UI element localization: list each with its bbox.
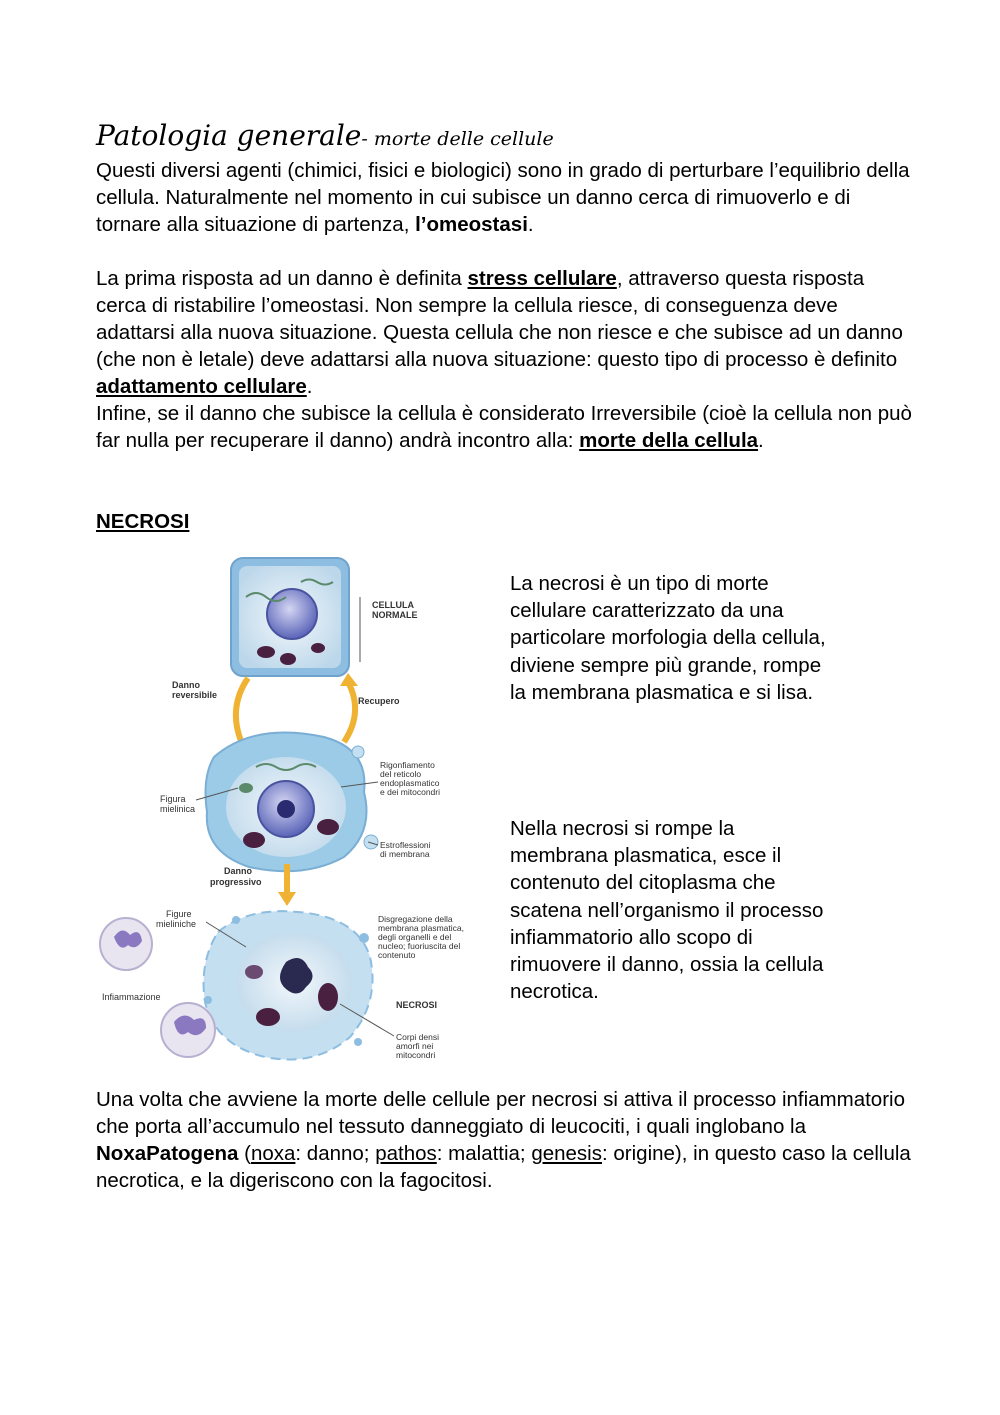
label-swell-3: endoplasmatico: [380, 778, 440, 788]
intro-end: .: [527, 213, 534, 236]
intro-paragraph: [96, 157, 916, 238]
inflammatory-cell-shape: [100, 918, 215, 1057]
normal-cell-shape: [231, 558, 349, 676]
label-recupero: Recupero: [358, 696, 400, 706]
label-dense-1: Corpi densi: [396, 1032, 439, 1042]
stress-text-5: .: [758, 429, 764, 452]
label-disgr-5: contenuto: [378, 950, 416, 960]
label-disgr-1: Disgregazione della: [378, 914, 453, 924]
term-morte-della-cellula: morte della cellula: [579, 429, 759, 452]
section-heading-necrosi: NECROSI: [96, 510, 190, 533]
title-subtitle: - morte delle cellule: [361, 128, 554, 150]
label-figure: Figure: [166, 909, 192, 919]
conclusion-text-4: : malattia;: [436, 1142, 532, 1165]
page-title: [96, 118, 554, 157]
label-dense-2: amorfi nei: [396, 1041, 434, 1051]
label-normale: NORMALE: [372, 610, 418, 620]
conclusion-text-1: Una volta che avviene la morte delle cellule per necrosi si attiva il processo infiammatorio che porta all’accumulo nel tessuto danneggiato di leucociti, i quali inglobano la: [96, 1088, 905, 1138]
label-danno: Danno: [172, 680, 200, 690]
label-danno-2: Danno: [224, 866, 252, 876]
conclusion-text-5: : origine), in questo caso la cellula necrotica, e la digeriscono con la fagocitosi.: [96, 1142, 911, 1192]
label-disgr-3: degli organelli e del: [378, 932, 452, 942]
swollen-cell-shape: [206, 733, 378, 872]
label-mieliniche: mieliniche: [156, 919, 197, 929]
arrow-recovery: [344, 682, 355, 742]
label-swell-1: Rigonfiamento: [380, 760, 435, 770]
conclusion-text-2: (: [238, 1142, 251, 1165]
title-main: Patologia generale: [96, 119, 362, 152]
label-bleb-1: Estroflessioni: [380, 840, 431, 850]
stress-text-3: .: [306, 375, 313, 398]
term-omeostasi: l’omeostasi: [415, 213, 528, 236]
term-noxa: noxa: [250, 1142, 296, 1165]
term-stress-cellulare: stress cellulare: [467, 267, 617, 290]
label-necrosi: NECROSI: [396, 1000, 438, 1010]
necrotic-cell-shape: [204, 911, 373, 1059]
conclusion-paragraph: [96, 1086, 916, 1194]
conclusion-text-3: : danno;: [295, 1142, 376, 1165]
stress-text-1: La prima risposta ad un danno è definita: [96, 267, 468, 290]
label-dense-3: mitocondri: [396, 1050, 436, 1060]
label-disgr-2: membrana plasmatica,: [378, 923, 464, 933]
term-noxapatogena: NoxaPatogena: [96, 1142, 239, 1165]
label-bleb-2: di membrana: [380, 849, 430, 859]
label-swell-4: e dei mitocondri: [380, 787, 441, 797]
intro-text: Questi diversi agenti (chimici, fisici e biologici) sono in grado di perturbare l’equilibrio della cellula. Naturalmente nel momento in cui subisce un danno cerca di rimuoverlo e di tornare alla situazione di partenza,: [96, 159, 910, 236]
stress-paragraph: [96, 265, 916, 454]
term-genesis: genesis: [531, 1142, 602, 1165]
label-progressivo: progressivo: [210, 877, 262, 887]
stress-text-2: , attraverso questa risposta cerca di ristabilire l’omeostasi. Non sempre la cellula riesce, di conseguenza deve adattarsi alla nuova situazione. Questa cellula che non riesce e che subisce ad un danno (che non è letale) deve adattarsi alla nuova situazione: questo tipo di processo è definito: [96, 267, 903, 371]
label-infiammazione: Infiammazione: [102, 992, 161, 1002]
label-reversibile: reversibile: [172, 690, 218, 700]
label-swell-2: del reticolo: [380, 769, 422, 779]
stress-text-4: Infine, se il danno che subisce la cellula è considerato Irreversibile (cioè la cellula non può far nulla per recuperare il danno) andrà incontro alla:: [96, 402, 912, 452]
label-figura: Figura: [160, 794, 186, 804]
necrosi-description-2: Nella necrosi si rompe la membrana plasmatica, esce il contenuto del citoplasma che scatena nell’organismo il processo infiammatorio allo scopo di rimuovere il danno, ossia la cellula necrotica.: [510, 817, 824, 1004]
necrosi-description-1: La necrosi è un tipo di morte cellulare caratterizzato da una particolare morfologia della cellula, diviene sempre più grande, rompe la membrana plasmatica e si lisa.: [510, 572, 826, 704]
term-pathos: pathos: [375, 1142, 437, 1165]
term-adattamento-cellulare: adattamento cellulare: [96, 375, 307, 398]
label-disgr-4: nucleo; fuoriuscita del: [378, 941, 461, 951]
label-mielinica: mielinica: [160, 804, 196, 814]
label-cellula: CELLULA: [372, 600, 414, 610]
necrosis-diagram: [96, 552, 490, 1067]
